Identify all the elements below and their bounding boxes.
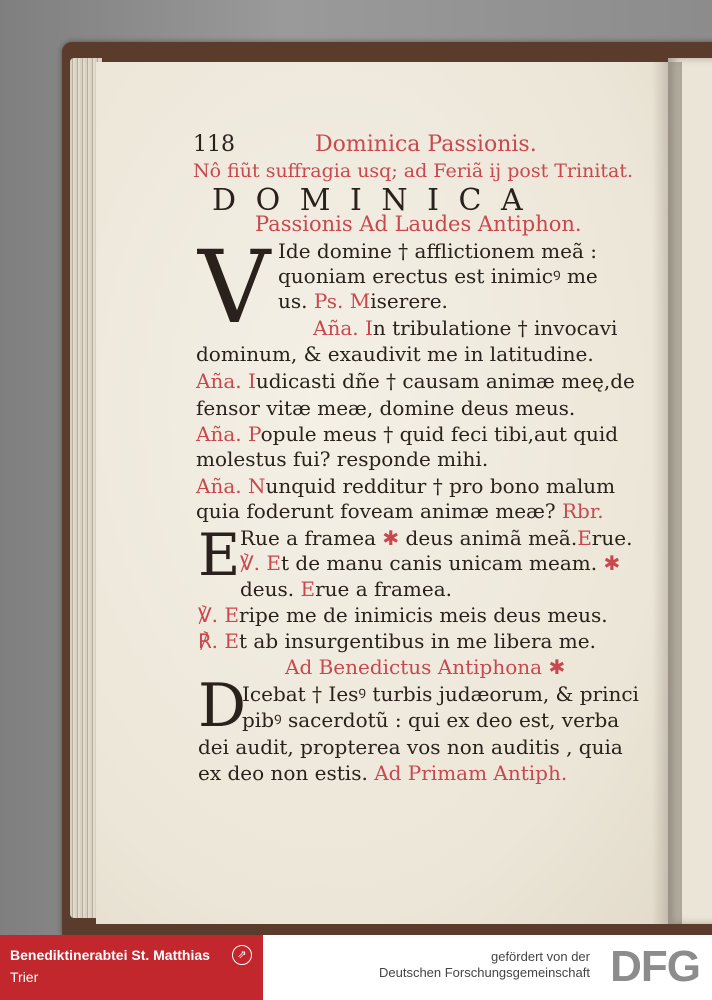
funder-line: gefördert von der: [490, 949, 590, 964]
institution-banner[interactable]: [0, 935, 263, 1000]
institution-city: Trier: [10, 969, 39, 985]
funder-line: Deutschen Forschungsgemeinschaft: [378, 965, 590, 980]
text-line: ℣. Et de manu canis unicam meam. ✱: [240, 551, 621, 575]
gutter-shadow: [652, 62, 682, 924]
text-line: Aña. Popule meus † quid feci tibi,aut quid: [196, 422, 619, 446]
running-head: Dominica Passionis.: [315, 132, 537, 157]
dfg-logo[interactable]: DFG: [610, 942, 700, 991]
text-line: dei audit, propterea vos non auditis , quia: [198, 735, 623, 759]
text-line: Icebat † Iesꝰ turbis judæorum, & princi: [242, 682, 639, 706]
rubric-top: Nô fiũt suffragia usq; ad Feriã ij post Trinitat.: [193, 160, 634, 182]
initial-v: V: [198, 229, 271, 346]
link-icon[interactable]: ⇗: [232, 945, 252, 965]
footer-bar: [0, 935, 712, 1000]
initial-d: D: [198, 671, 247, 741]
text-line: Aña. Iudicasti dñe † causam animæ meę,de: [196, 369, 635, 393]
page-title: D O M I N I C A: [212, 183, 528, 218]
text-line: molestus fui? responde mihi.: [196, 447, 489, 471]
text-line: Rue a framea ✱ deus animã meã.Erue.: [240, 526, 633, 550]
text-line: ℣. Eripe me de inimicis meis deus meus.: [198, 603, 608, 627]
text-line: Aña. Nunquid redditur † pro bono malum: [196, 474, 616, 498]
text-line: deus. Erue a framea.: [240, 577, 452, 601]
funder-text: [379, 949, 590, 981]
page-number: 118: [193, 132, 235, 157]
text-line: us. Ps. Miserere.: [278, 289, 448, 313]
text-line: ex deo non estis. Ad Primam Antiph.: [198, 761, 568, 785]
text-line: quia foderunt foveam animæ meæ? Rbr.: [196, 499, 604, 523]
text-line: ℟. Et ab insurgentibus in me libera me.: [198, 629, 596, 653]
text-line: dominum, & exaudivit me in latitudine.: [196, 342, 594, 366]
initial-e: E: [198, 521, 241, 589]
text-line: Ide domine † afflictionem meã :: [278, 239, 597, 263]
institution-name: Benediktinerabtei St. Matthias: [10, 947, 210, 963]
section-heading: Ad Benedictus Antiphona ✱: [285, 655, 566, 679]
text-line: pibꝰ sacerdotũ : qui ex deo est, verba: [242, 708, 620, 732]
text-line: quoniam erectus est inimicꝰ me: [278, 264, 598, 288]
text-line: Aña. In tribulatione † invocavi: [313, 316, 618, 340]
page-subtitle: Passionis Ad Laudes Antiphon.: [255, 212, 582, 236]
text-line: fensor vitæ meæ, domine deus meus.: [196, 396, 576, 420]
